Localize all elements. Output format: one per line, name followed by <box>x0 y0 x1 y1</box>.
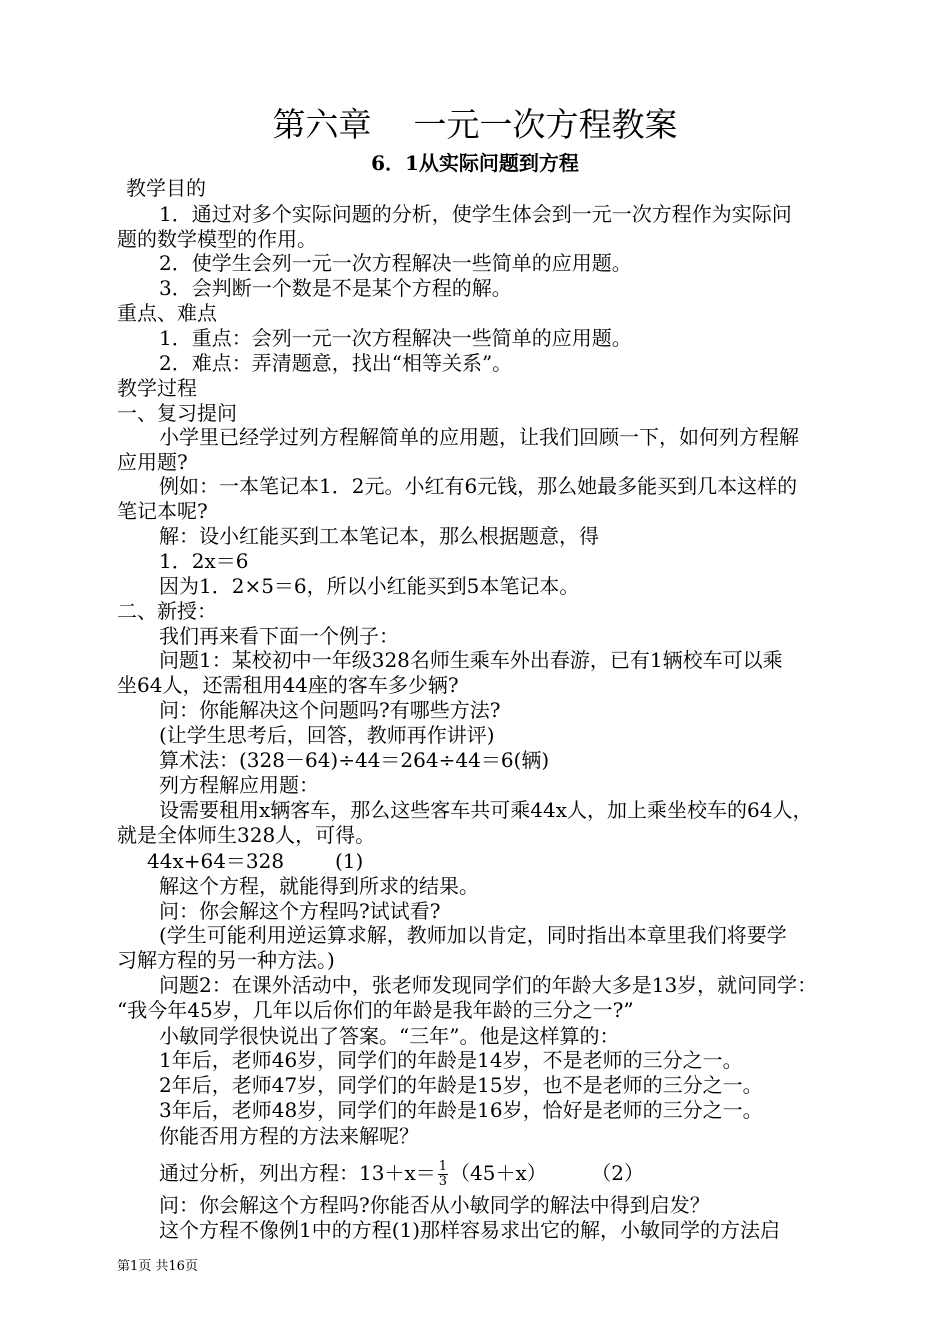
text-line: 列方程解应用题： <box>159 773 319 797</box>
text-line: 题的数学模型的作用。 <box>117 227 317 251</box>
text-line: 应用题? <box>117 450 188 474</box>
text-line: 坐64人，还需租用44座的客车多少辆? <box>117 673 459 697</box>
text-line: 我们再来看下面一个例子： <box>159 624 399 648</box>
text-line: 设需要租用x辆客车，那么这些客车共可乘44x人，加上乘坐校车的64人， <box>159 798 813 822</box>
text-line: 问题1：某校初中一年级328名师生乘车外出春游，已有1辆校车可以乘 <box>159 648 783 672</box>
text-line: 1．通过对多个实际问题的分析，使学生体会到一元一次方程作为实际问 <box>159 202 792 226</box>
text-line: 1．2x＝6 <box>159 549 249 573</box>
text-line: 就是全体师生328人，可得。 <box>117 823 376 847</box>
text-line: 二、新授： <box>117 599 217 623</box>
fraction-numerator: 1 <box>438 1159 448 1174</box>
text-line: 笔记本呢? <box>117 499 208 523</box>
text-line: “我今年45岁，几年以后你们的年龄是我年龄的三分之一?” <box>117 998 634 1022</box>
text-line: 1年后，老师46岁，同学们的年龄是14岁，不是老师的三分之一。 <box>159 1048 743 1072</box>
page-title: 第六章 一元一次方程教案 <box>272 105 678 144</box>
text-line: 习解方程的另一种方法。) <box>117 948 335 972</box>
text-line: 2年后，老师47岁，同学们的年龄是15岁，也不是老师的三分之一。 <box>159 1073 763 1097</box>
fraction-one-third <box>438 1160 448 1189</box>
text-line: (学生可能利用逆运算求解，教师加以肯定，同时指出本章里我们将要学 <box>159 923 787 947</box>
text-line: 一、复习提问 <box>117 401 237 425</box>
text-line: 重点、难点 <box>117 301 217 325</box>
text-line: 1．重点：会列一元一次方程解决一些简单的应用题。 <box>159 326 632 350</box>
text-line: 2．难点：弄清题意，找出“相等关系”。 <box>159 351 513 375</box>
text-line: 3．会判断一个数是不是某个方程的解。 <box>159 276 512 300</box>
text-line: 解：设小红能买到工本笔记本，那么根据题意，得 <box>159 524 599 548</box>
text-line: 3年后，老师48岁，同学们的年龄是16岁，恰好是老师的三分之一。 <box>159 1098 763 1122</box>
text-line: 问：你会解这个方程吗?试试看? <box>159 899 441 923</box>
fraction-denominator: 3 <box>438 1174 448 1189</box>
text-line: (让学生思考后，回答，教师再作讲评) <box>159 723 495 747</box>
text-line: 2．使学生会列一元一次方程解决一些简单的应用题。 <box>159 251 632 275</box>
section-title: 6．1从实际问题到方程 <box>371 151 579 175</box>
text-line: 算术法：(328－64)÷44＝264÷44＝6(辆) <box>159 748 550 772</box>
text-line: 问：你会解这个方程吗?你能否从小敏同学的解法中得到启发？ <box>159 1193 710 1217</box>
text-line: 小敏同学很快说出了答案。“三年”。他是这样算的： <box>159 1024 620 1048</box>
text-line: 小学里已经学过列方程解简单的应用题，让我们回顾一下，如何列方程解 <box>159 425 799 449</box>
text-line: 因为1．2×5＝6，所以小红能买到5本笔记本。 <box>159 574 580 598</box>
text-line: 问题2：在课外活动中，张老师发现同学们的年龄大多是13岁，就问同学： <box>159 973 818 997</box>
text-line: 解这个方程，就能得到所求的结果。 <box>159 874 479 898</box>
text-line: 教学目的 <box>126 176 206 200</box>
page-footer: 第1页 共16页 <box>117 1259 198 1274</box>
equation-2-line <box>159 1160 644 1189</box>
text-line: 问：你能解决这个问题吗?有哪些方法? <box>159 698 501 722</box>
text-line: 这个方程不像例1中的方程(1)那样容易求出它的解，小敏同学的方法启 <box>159 1218 781 1242</box>
text-line: 例如：一本笔记本1．2元。小红有6元钱，那么她最多能买到几本这样的 <box>159 474 798 498</box>
text-line: 你能否用方程的方法来解呢？ <box>159 1124 419 1148</box>
text-line: 教学过程 <box>117 376 197 400</box>
text-line: 44x+64＝328 (1) <box>147 849 364 873</box>
equation-2-suffix: （45＋x） （2） <box>450 1161 644 1185</box>
equation-2-prefix: 通过分析，列出方程：13＋x＝ <box>159 1161 436 1185</box>
